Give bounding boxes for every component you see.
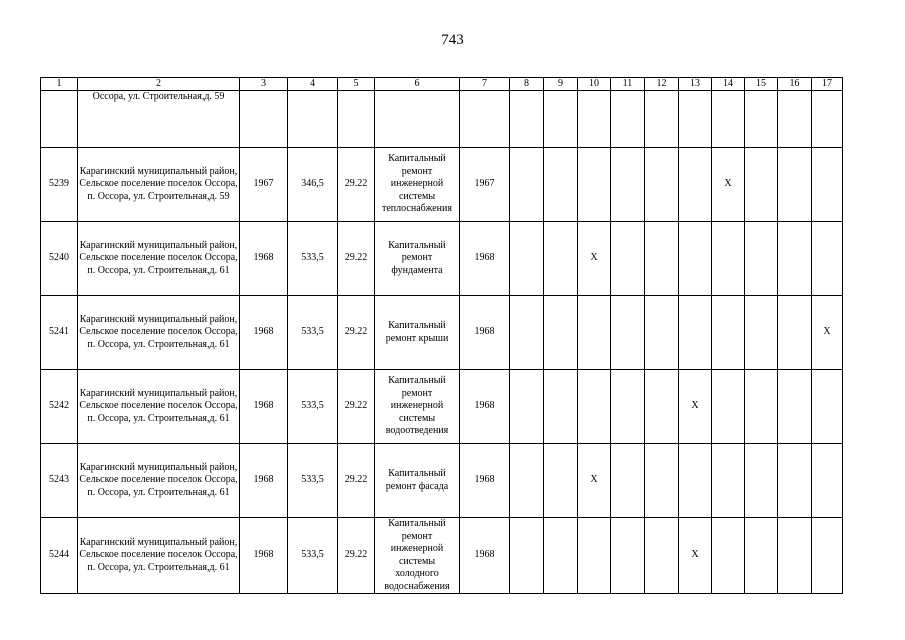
cell-cost: 29.22 [338, 444, 375, 518]
table-row [41, 296, 843, 370]
cell-mark: X [578, 444, 611, 518]
column-header: 9 [544, 78, 578, 91]
cell-plan-year: 1968 [460, 296, 510, 370]
cell-mark [745, 148, 778, 222]
cell-mark [510, 370, 544, 444]
cell-mark [578, 148, 611, 222]
cell-empty [645, 91, 679, 148]
column-header: 1 [41, 78, 78, 91]
cell-mark [745, 444, 778, 518]
cell-mark [510, 296, 544, 370]
cell-mark [645, 148, 679, 222]
cell-cost: 29.22 [338, 222, 375, 296]
cell-plan-year: 1968 [460, 222, 510, 296]
cell-empty [510, 91, 544, 148]
cell-year: 1968 [240, 518, 288, 594]
cell-empty [578, 91, 611, 148]
cell-mark [510, 148, 544, 222]
cell-mark [544, 148, 578, 222]
cell-mark [778, 148, 812, 222]
cell-mark [544, 444, 578, 518]
cell-mark [745, 518, 778, 594]
column-header: 10 [578, 78, 611, 91]
column-header: 14 [712, 78, 745, 91]
cell-mark [778, 444, 812, 518]
cell-mark [611, 444, 645, 518]
cell-empty [460, 91, 510, 148]
cell-mark [510, 518, 544, 594]
column-header: 4 [288, 78, 338, 91]
cell-id: 5239 [41, 148, 78, 222]
cell-mark: X [712, 148, 745, 222]
cell-empty [611, 91, 645, 148]
cell-empty [745, 91, 778, 148]
cell-cost: 29.22 [338, 148, 375, 222]
registry-table [40, 77, 843, 594]
cell-mark [544, 518, 578, 594]
cell-mark [812, 370, 843, 444]
cell-empty [288, 91, 338, 148]
cell-empty [240, 91, 288, 148]
cell-empty [679, 91, 712, 148]
cell-area: 533,5 [288, 296, 338, 370]
column-header: 16 [778, 78, 812, 91]
cell-mark [679, 148, 712, 222]
cell-mark [645, 444, 679, 518]
cell-plan-year: 1967 [460, 148, 510, 222]
cell-mark [544, 222, 578, 296]
table-row [41, 370, 843, 444]
cell-work-type: Капитальный ремонт инженерной системы водоотведения [375, 370, 460, 444]
cell-address: Карагинский муниципальный район, Сельское поселение поселок Оссора, п. Оссора, ул. Строительная,д. 61 [78, 444, 240, 518]
cell-empty [778, 91, 812, 148]
cell-mark [812, 148, 843, 222]
cell-mark [645, 296, 679, 370]
cell-address: Карагинский муниципальный район, Сельское поселение поселок Оссора, п. Оссора, ул. Строительная,д. 59 [78, 148, 240, 222]
cell-mark [578, 518, 611, 594]
cell-cost: 29.22 [338, 296, 375, 370]
cell-mark [645, 518, 679, 594]
cell-mark [712, 370, 745, 444]
cell-work-type: Капитальный ремонт фундамента [375, 222, 460, 296]
cell-mark [544, 370, 578, 444]
cell-year: 1968 [240, 444, 288, 518]
cell-area: 533,5 [288, 444, 338, 518]
cell-plan-year: 1968 [460, 370, 510, 444]
cell-mark [645, 222, 679, 296]
cell-area: 533,5 [288, 518, 338, 594]
cell-mark [544, 296, 578, 370]
column-header: 17 [812, 78, 843, 91]
column-header: 13 [679, 78, 712, 91]
cell-id: 5241 [41, 296, 78, 370]
table-row [41, 518, 843, 594]
column-header: 12 [645, 78, 679, 91]
cell-mark [679, 444, 712, 518]
cell-mark [679, 296, 712, 370]
cell-id: 5243 [41, 444, 78, 518]
cell-area: 533,5 [288, 370, 338, 444]
cell-empty [712, 91, 745, 148]
continuation-row [41, 91, 843, 148]
cell-mark [778, 222, 812, 296]
table-row [41, 222, 843, 296]
cell-mark [812, 518, 843, 594]
cell-id: 5242 [41, 370, 78, 444]
cell-area: 346,5 [288, 148, 338, 222]
cell-mark [745, 370, 778, 444]
cell-empty [375, 91, 460, 148]
cell-plan-year: 1968 [460, 518, 510, 594]
column-header: 5 [338, 78, 375, 91]
cell-mark [611, 148, 645, 222]
cell-year: 1968 [240, 296, 288, 370]
cell-work-type: Капитальный ремонт инженерной системы холодного водоснабжения [375, 518, 460, 594]
cell-address: Карагинский муниципальный район, Сельское поселение поселок Оссора, п. Оссора, ул. Строительная,д. 61 [78, 370, 240, 444]
cell-mark [712, 222, 745, 296]
cell-work-type: Капитальный ремонт инженерной системы теплоснабжения [375, 148, 460, 222]
cell-work-type: Капитальный ремонт фасада [375, 444, 460, 518]
cell-address: Карагинский муниципальный район, Сельское поселение поселок Оссора, п. Оссора, ул. Строительная,д. 61 [78, 222, 240, 296]
table-row [41, 444, 843, 518]
cell-mark [611, 296, 645, 370]
cell-mark [611, 222, 645, 296]
cell-mark: X [812, 296, 843, 370]
cell-mark [712, 444, 745, 518]
column-header: 8 [510, 78, 544, 91]
cell-mark: X [679, 518, 712, 594]
cell-mark [679, 222, 712, 296]
cell-cost: 29.22 [338, 518, 375, 594]
cell-id: 5244 [41, 518, 78, 594]
cell-work-type: Капитальный ремонт крыши [375, 296, 460, 370]
cell-mark [712, 518, 745, 594]
cell-mark [712, 296, 745, 370]
cell-address: Карагинский муниципальный район, Сельское поселение поселок Оссора, п. Оссора, ул. Строительная,д. 61 [78, 296, 240, 370]
cell-mark [578, 296, 611, 370]
cell-mark [510, 222, 544, 296]
cell-year: 1967 [240, 148, 288, 222]
column-header: 3 [240, 78, 288, 91]
cell-area: 533,5 [288, 222, 338, 296]
column-header: 2 [78, 78, 240, 91]
column-header: 15 [745, 78, 778, 91]
cell-mark [510, 444, 544, 518]
cell-year: 1968 [240, 222, 288, 296]
cell-empty [812, 91, 843, 148]
cell-mark [611, 370, 645, 444]
table-row [41, 148, 843, 222]
cell-mark [812, 222, 843, 296]
cell-mark: X [578, 222, 611, 296]
cell-id: 5240 [41, 222, 78, 296]
cell-mark: X [679, 370, 712, 444]
cell-year: 1968 [240, 370, 288, 444]
cell-plan-year: 1968 [460, 444, 510, 518]
column-header: 6 [375, 78, 460, 91]
cell-mark [745, 222, 778, 296]
column-header: 11 [611, 78, 645, 91]
cell-mark [745, 296, 778, 370]
cell-mark [778, 518, 812, 594]
cell-mark [645, 370, 679, 444]
cell-address: Оссора, ул. Строительная,д. 59 [78, 91, 240, 148]
column-header: 7 [460, 78, 510, 91]
cell-mark [578, 370, 611, 444]
cell-empty [338, 91, 375, 148]
cell-address: Карагинский муниципальный район, Сельское поселение поселок Оссора, п. Оссора, ул. Строительная,д. 61 [78, 518, 240, 594]
cell-mark [611, 518, 645, 594]
cell-mark [778, 370, 812, 444]
cell-id [41, 91, 78, 148]
cell-cost: 29.22 [338, 370, 375, 444]
cell-mark [812, 444, 843, 518]
cell-mark [778, 296, 812, 370]
header-row [41, 78, 843, 91]
page-number: 743 [441, 32, 464, 48]
cell-empty [544, 91, 578, 148]
